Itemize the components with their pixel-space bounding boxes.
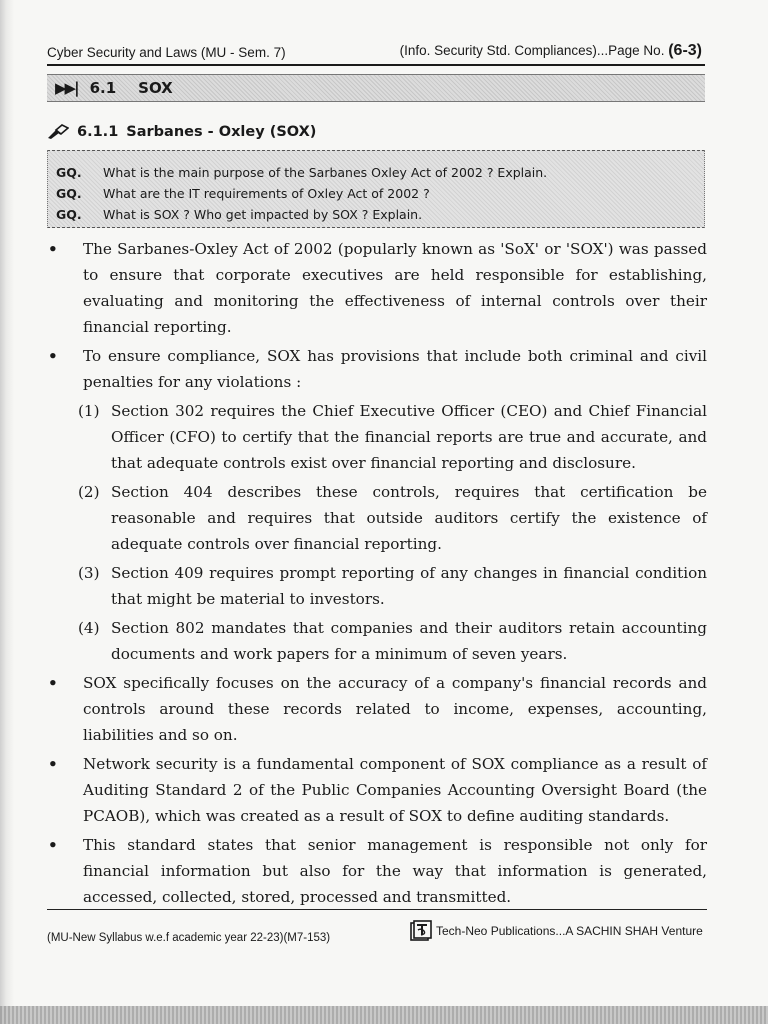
bullet-text: Network security is a fundamental component of SOX compliance as a result of Auditing Standard 2 of the Public Companies Accounting Oversight Board (the PCAOB), which was created as a result of SOX to define auditing standards. <box>83 755 707 825</box>
bullet-item <box>47 236 707 340</box>
bullet-dot: • <box>48 836 58 854</box>
bullet-item <box>47 832 707 910</box>
item-text: Section 409 requires prompt reporting of any changes in financial condition that might be material to investors. <box>111 564 707 608</box>
writing-hand-icon <box>47 124 69 140</box>
bullet-item <box>47 751 707 829</box>
bullet-text: To ensure compliance, SOX has provisions that include both criminal and civil penalties for any violations : <box>83 347 707 391</box>
running-header <box>47 42 702 60</box>
bullet-text: This standard states that senior management is responsible not only for financial information but also for the way that information is generated, accessed, collected, stored, processed and transmitted. <box>83 836 707 906</box>
section-heading-bar <box>47 74 705 102</box>
header-book-title: Cyber Security and Laws (MU - Sem. 7) <box>47 45 286 60</box>
numbered-item <box>78 615 707 667</box>
section-title: SOX <box>138 79 173 97</box>
item-number: (1) <box>78 402 100 420</box>
subsection-title: Sarbanes - Oxley (SOX) <box>126 124 317 140</box>
fast-forward-icon: ▶▶| <box>55 79 78 97</box>
numbered-item <box>78 560 707 612</box>
bullet-item <box>47 343 707 395</box>
gq-text: What are the IT requirements of Oxley Act of 2002 ? <box>103 186 430 201</box>
footer-publisher-text: Tech-Neo Publications...A SACHIN SHAH Venture <box>436 924 703 938</box>
scan-edge-strip <box>0 1006 768 1024</box>
gq-item <box>56 165 547 180</box>
item-number: (3) <box>78 564 100 582</box>
gq-text: What is the main purpose of the Sarbanes Oxley Act of 2002 ? Explain. <box>103 165 548 180</box>
bullet-dot: • <box>48 347 58 365</box>
footer-rule <box>47 909 707 910</box>
publisher-logo-icon <box>410 920 432 942</box>
gq-tag: GQ. <box>56 165 82 180</box>
section-number: 6.1 <box>89 79 117 97</box>
bullet-text: SOX specifically focuses on the accuracy of a company's financial records and controls around these records related to income, expenses, accounting, liabilities and so on. <box>83 674 707 744</box>
body-content <box>47 236 707 913</box>
gq-item <box>56 207 422 222</box>
subsection-heading <box>47 124 316 140</box>
item-text: Section 404 describes these controls, requires that certification be reasonable and requires that outside auditors certify the existence of adequate controls over financial reporting. <box>111 483 707 553</box>
bullet-item <box>47 670 707 748</box>
header-rule <box>47 64 705 66</box>
gq-text: What is SOX ? Who get impacted by SOX ? Explain. <box>103 207 423 222</box>
footer-syllabus-note: (MU-New Syllabus w.e.f academic year 22-23)(M7-153) <box>47 932 331 944</box>
item-text: Section 802 mandates that companies and their auditors retain accounting documents and work papers for a minimum of seven years. <box>111 619 707 663</box>
bullet-dot: • <box>48 674 58 692</box>
bullet-dot: • <box>48 755 58 773</box>
gq-item <box>56 186 430 201</box>
subsection-number: 6.1.1 <box>77 124 119 140</box>
gq-tag: GQ. <box>56 207 82 222</box>
header-chapter-page <box>400 42 702 60</box>
item-number: (2) <box>78 483 100 501</box>
numbered-item <box>78 479 707 557</box>
item-text: Section 302 requires the Chief Executive Officer (CEO) and Chief Financial Officer (CFO) to certify that the financial reports are true and accurate, and that adequate controls exist over financial reporting and disclosure. <box>111 402 707 472</box>
general-questions-box <box>47 150 705 228</box>
bullet-dot: • <box>48 240 58 258</box>
numbered-item <box>78 398 707 476</box>
header-chapter: (Info. Security Std. Compliances)...Page No. <box>399 43 665 58</box>
bullet-text: The Sarbanes-Oxley Act of 2002 (popularly known as 'SoX' or 'SOX') was passed to ensure that corporate executives are held responsible for establishing, evaluating and monitoring the effectiveness of internal controls over their financial reporting. <box>83 240 707 336</box>
gq-tag: GQ. <box>56 186 82 201</box>
item-number: (4) <box>78 619 100 637</box>
footer-publisher <box>410 920 703 942</box>
header-page-number: (6-3) <box>668 42 702 59</box>
